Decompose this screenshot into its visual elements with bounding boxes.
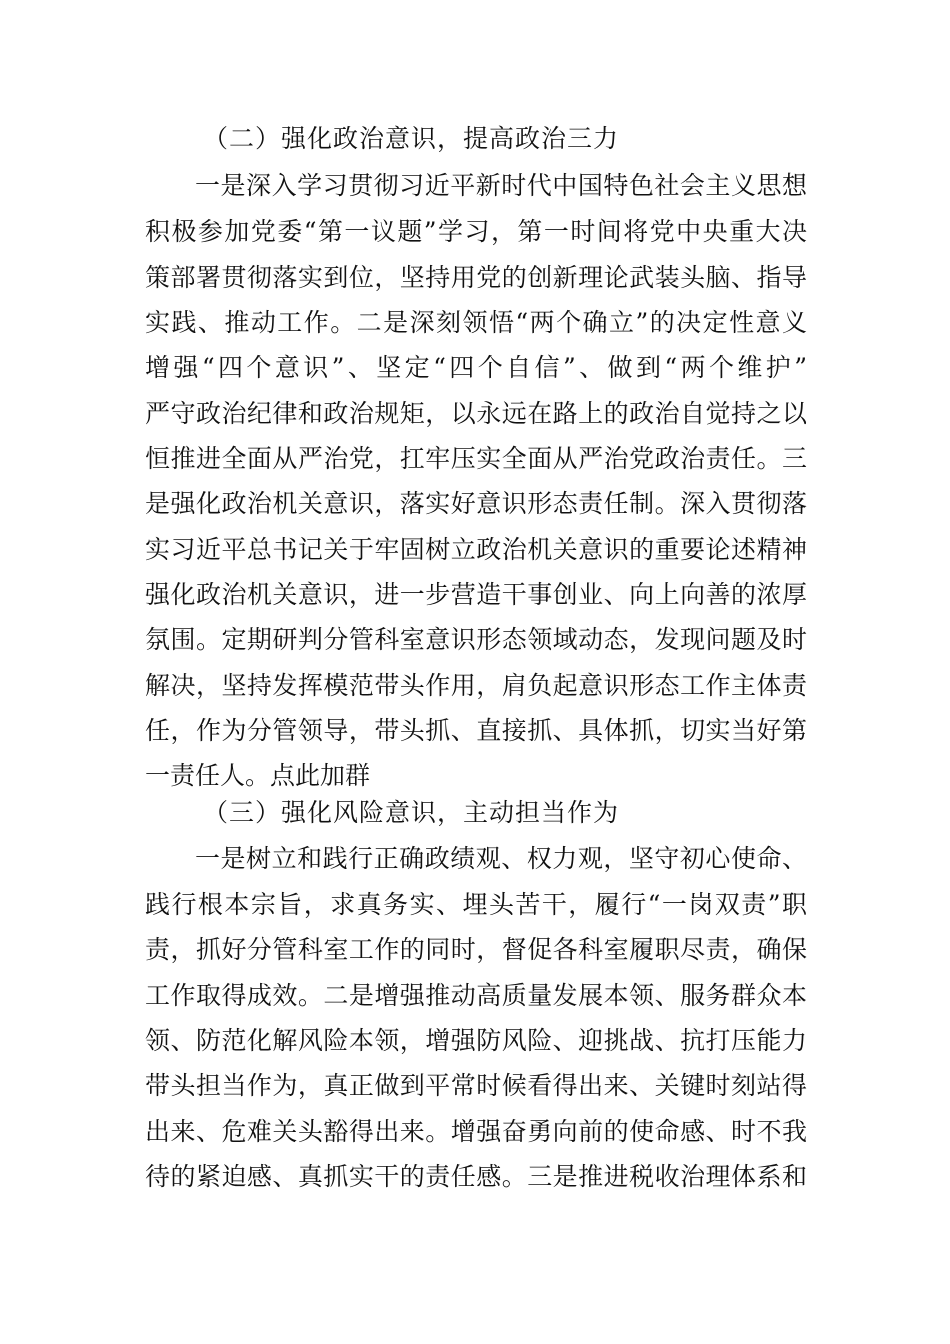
paragraph-line: 责，抓好分管科室工作的同时，督促各科室履职尽责，确保	[145, 935, 807, 964]
paragraph-line: 策部署贯彻落实到位，坚持用党的创新理论武装头脑、指导	[145, 263, 807, 292]
paragraph-line: 实践、推动工作。二是深刻领悟“两个确立”的决定性意义	[145, 308, 807, 337]
paragraph-line: 待的紧迫感、真抓实干的责任感。三是推进税收治理体系和	[145, 1162, 807, 1191]
paragraph-line: 领、防范化解风险本领，增强防风险、迎挑战、抗打压能力	[145, 1026, 807, 1055]
paragraph-line: 增强“四个意识”、坚定“四个自信”、做到“两个维护”	[145, 353, 807, 382]
paragraph-line: 任，作为分管领导，带头抓、直接抓、具体抓，切实当好第	[145, 716, 807, 745]
paragraph-line: 一是深入学习贯彻习近平新时代中国特色社会主义思想	[195, 171, 807, 200]
paragraph-line: 恒推进全面从严治党，扛牢压实全面从严治党政治责任。三	[145, 444, 807, 473]
paragraph-line: 积极参加党委“第一议题”学习，第一时间将党中央重大决	[145, 217, 807, 246]
paragraph-line: 强化政治机关意识，进一步营造干事创业、向上向善的浓厚	[145, 580, 807, 609]
paragraph-line: 一是树立和践行正确政绩观、权力观，坚守初心使命、	[195, 844, 807, 873]
paragraph-line: 严守政治纪律和政治规矩，以永远在路上的政治自觉持之以	[145, 399, 807, 428]
paragraph-line: 解决，坚持发挥模范带头作用，肩负起意识形态工作主体责	[145, 671, 807, 700]
paragraph-line: 带头担当作为，真正做到平常时候看得出来、关键时刻站得	[145, 1071, 807, 1100]
paragraph-line: 是强化政治机关意识，落实好意识形态责任制。深入贯彻落	[145, 489, 807, 518]
section-heading: （二）强化政治意识，提高政治三力	[203, 124, 620, 153]
paragraph-line: 一责任人。点此加群	[145, 761, 371, 790]
section-heading: （三）强化风险意识，主动担当作为	[203, 798, 620, 827]
paragraph-line: 实习近平总书记关于牢固树立政治机关意识的重要论述精神	[145, 535, 807, 564]
paragraph-line: 践行根本宗旨，求真务实、埋头苦干，履行“一岗双责”职	[145, 890, 807, 919]
paragraph-line: 氛围。定期研判分管科室意识形态领域动态，发现问题及时	[145, 625, 807, 654]
paragraph-line: 出来、危难关头豁得出来。增强奋勇向前的使命感、时不我	[145, 1117, 807, 1146]
paragraph-line: 工作取得成效。二是增强推动高质量发展本领、服务群众本	[145, 981, 807, 1010]
